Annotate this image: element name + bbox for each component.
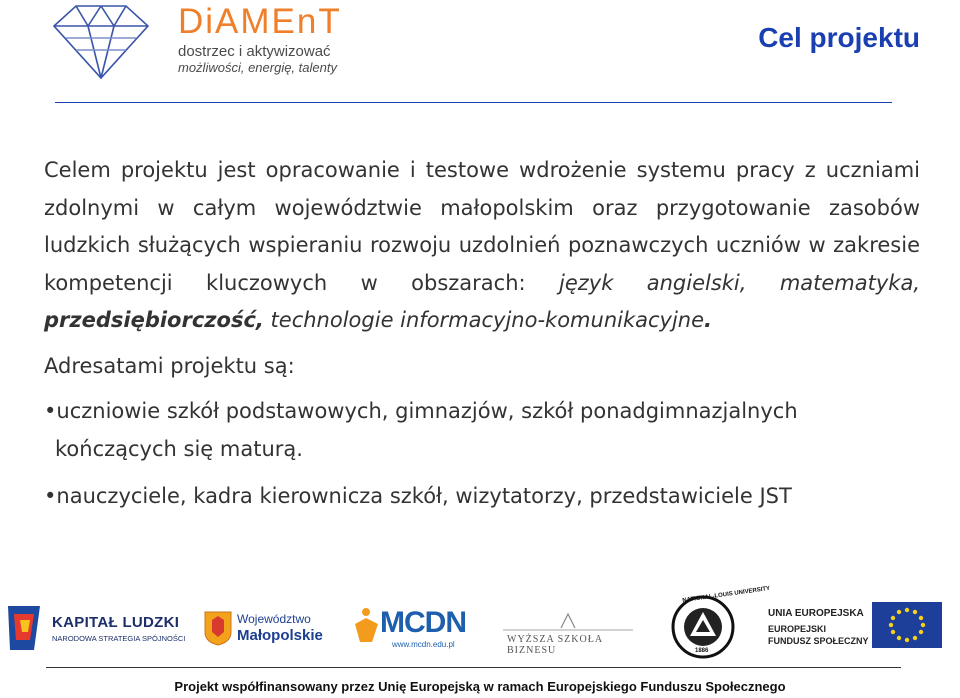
kapital-ludzki-title: KAPITAŁ LUDZKI (52, 614, 180, 631)
malopolska-line1: Województwo (237, 612, 311, 626)
wsb-logo (503, 610, 633, 656)
mcdn-logo (350, 600, 465, 654)
goal-period: . (704, 308, 713, 332)
eu-line3: FUNDUSZ SPOŁECZNY (768, 636, 869, 646)
brand-tagline-2: możliwości, energię, talenty (178, 60, 337, 75)
nlu-name: NATIONAL-LOUIS UNIVERSITY (682, 585, 771, 605)
kapital-ludzki-subtitle: NARODOWA STRATEGIA SPÓJNOŚCI (52, 634, 186, 643)
partner-logos (0, 585, 960, 662)
malopolska-line2: Małopolskie (237, 627, 323, 644)
eu-logo (768, 602, 948, 652)
malopolska-crest-icon (203, 610, 233, 646)
header-divider (55, 102, 892, 103)
page-title: Cel projektu (758, 22, 920, 53)
malopolska-logo (203, 606, 328, 650)
nlu-year: 1886 (695, 648, 709, 654)
nlu-logo (670, 585, 771, 660)
footer-text: Projekt współfinansowany przez Unię Europejską w ramach Europejskiego Funduszu Społecznego (174, 679, 786, 694)
mcdn-name: MCDN (380, 606, 466, 639)
goal-areas-italic: język angielski, matematyka, (558, 270, 920, 295)
main-content (44, 152, 920, 516)
eu-line2: EUROPEJSKI (768, 624, 827, 634)
wsb-name: WYŻSZA SZKOŁA BIZNESU (507, 634, 603, 656)
brand-tagline-1: dostrzec i aktywizować (178, 43, 331, 60)
footer-divider (46, 667, 901, 668)
mcdn-figure-icon (352, 606, 382, 646)
goal-area-entrepreneurship: przedsiębiorczość, (44, 308, 264, 332)
goal-text: Celem projektu jest opracowanie i testowe wdrożenie systemu pracy z uczniami zdolnymi w całym województwie małopolskim oraz przygotowanie zasobów ludzkich służących wspieraniu rozwoju uzdolnień poznawczych uczniów w zakresie kompetencji kluczowych w obszarach: (44, 158, 920, 295)
eu-flag-icon (872, 602, 942, 648)
diamond-icon (46, 2, 156, 80)
diament-logo (46, 2, 366, 80)
mcdn-url: www.mcdn.edu.pl (392, 640, 455, 649)
brand-name: DiAMEnT (178, 2, 342, 41)
goal-areas-italic-2: technologie informacyjno-komunikacyjne (263, 308, 705, 332)
wsb-emblem-icon (503, 610, 633, 632)
addressees-heading: Adresatami projektu są: (44, 353, 295, 378)
kapital-ludzki-logo (4, 600, 189, 656)
bullet-teachers: •nauczyciele, kadra kierownicza szkół, wizytatorzy, przedstawiciele JST (44, 484, 792, 508)
eu-line1: UNIA EUROPEJSKA (768, 608, 864, 619)
project-goal-paragraph (44, 152, 920, 340)
kapital-ludzki-icon (4, 600, 44, 656)
bullet-students: •uczniowie szkół podstawowych, gimnazjów, szkół ponadgimnazjalnych kończących się maturą. (44, 399, 798, 461)
brand-block (178, 2, 342, 75)
